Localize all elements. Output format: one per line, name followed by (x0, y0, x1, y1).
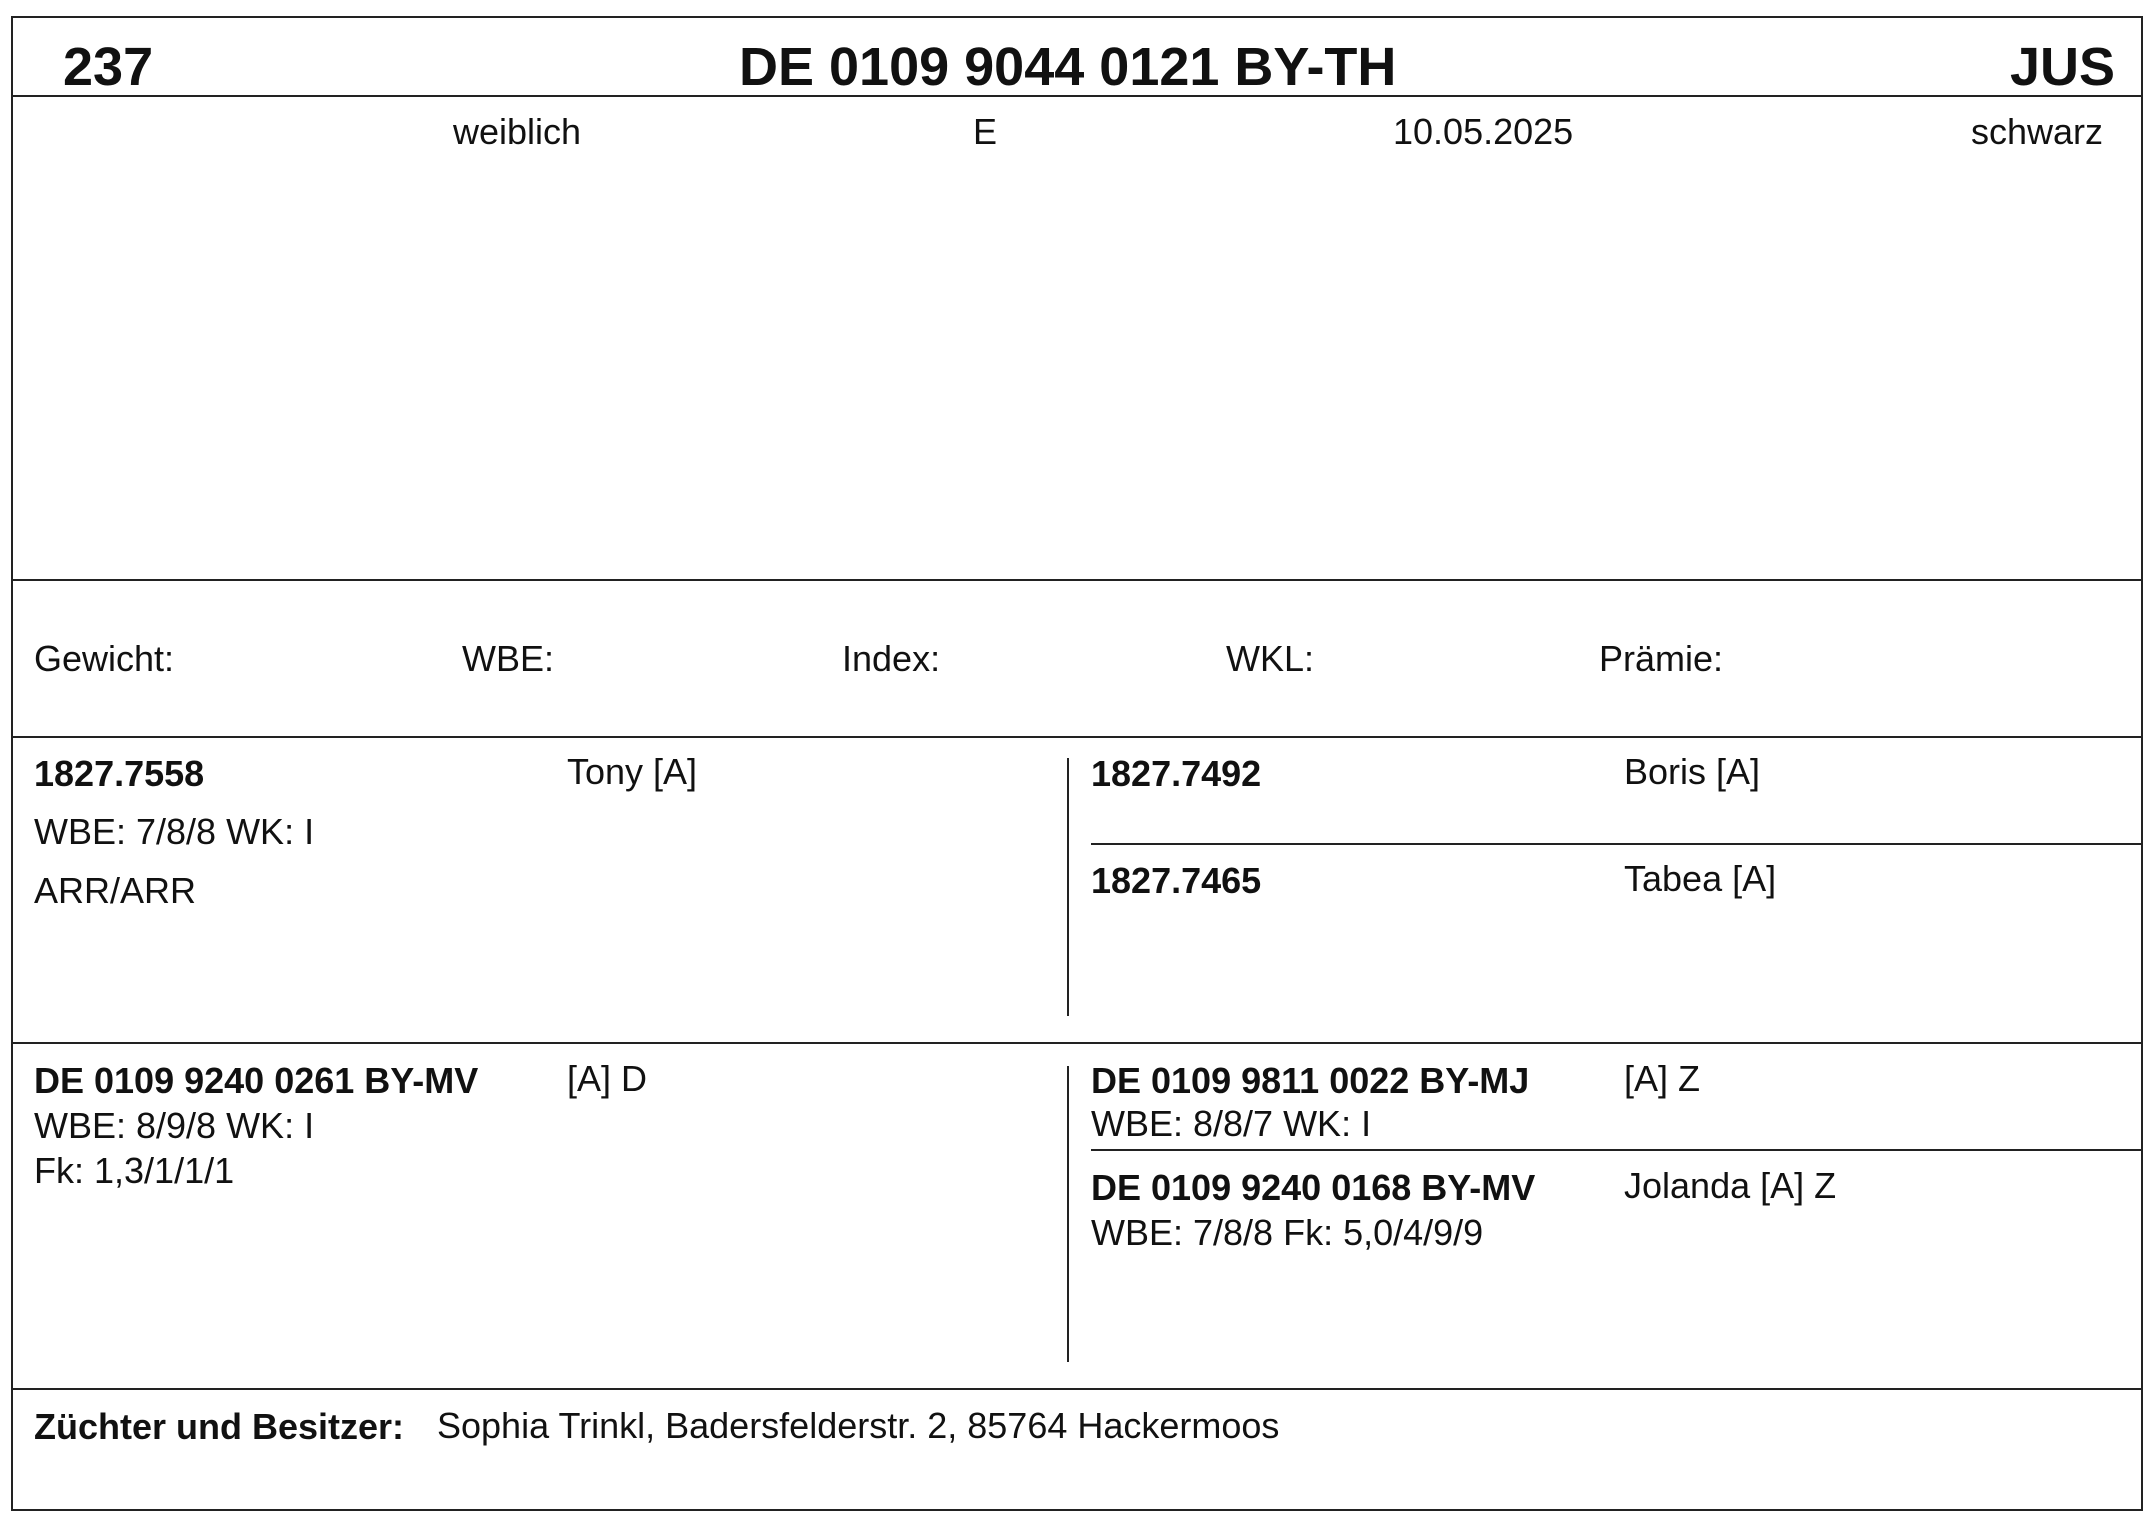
breeder-label: Züchter und Besitzer: (34, 1406, 405, 1447)
dam-dam-performance: WBE: 7/8/8 Fk: 5,0/4/9/9 (1091, 1212, 1484, 1253)
dam-performance: WBE: 8/9/8 WK: I (34, 1105, 315, 1146)
metrics-divider (13, 736, 2141, 738)
sire-genotype: ARR/ARR (34, 870, 197, 911)
dam-grandparents-divider (1091, 1149, 2141, 1151)
pedigree-card (11, 16, 2143, 1511)
sex-value: weiblich (453, 111, 582, 152)
catalog-number: 237 (63, 37, 154, 97)
header-divider (13, 95, 2141, 97)
praemie-label: Prämie: (1599, 638, 1724, 679)
sire-section-divider (13, 1042, 2141, 1044)
dam-dam-name: Jolanda [A] Z (1624, 1165, 1837, 1206)
sire-id: 1827.7558 (34, 753, 205, 794)
sire-column-divider (1067, 758, 1069, 1016)
dam-name: [A] D (567, 1058, 648, 1099)
index-label: Index: (842, 638, 941, 679)
dam-sire-name: [A] Z (1624, 1058, 1701, 1099)
dam-fk: Fk: 1,3/1/1/1 (34, 1150, 235, 1191)
sire-name: Tony [A] (567, 751, 698, 792)
breeder-value: Sophia Trinkl, Badersfelderstr. 2, 85764 Hackermoos (437, 1405, 1280, 1446)
dam-sire-performance: WBE: 8/8/7 WK: I (1091, 1103, 1372, 1144)
class-value: E (973, 111, 998, 152)
breed-code: JUS (2009, 37, 2115, 97)
dam-section-divider (13, 1388, 2141, 1390)
wbe-label: WBE: (462, 638, 555, 679)
weight-label: Gewicht: (34, 638, 175, 679)
dam-column-divider (1067, 1066, 1069, 1362)
dam-dam-id: DE 0109 9240 0168 BY-MV (1091, 1167, 1536, 1208)
wkl-label: WKL: (1226, 638, 1315, 679)
info-divider (13, 579, 2141, 581)
animal-id: DE 0109 9044 0121 BY-TH (739, 37, 1397, 97)
sire-performance: WBE: 7/8/8 WK: I (34, 811, 315, 852)
sire-sire-id: 1827.7492 (1091, 753, 1262, 794)
dam-id: DE 0109 9240 0261 BY-MV (34, 1060, 479, 1101)
color-value: schwarz (1970, 111, 2103, 152)
sire-dam-id: 1827.7465 (1091, 860, 1262, 901)
sire-grandparents-divider (1091, 843, 2141, 845)
birth-date: 10.05.2025 (1393, 111, 1574, 152)
sire-sire-name: Boris [A] (1624, 751, 1761, 792)
sire-dam-name: Tabea [A] (1624, 858, 1777, 899)
dam-sire-id: DE 0109 9811 0022 BY-MJ (1091, 1060, 1530, 1101)
